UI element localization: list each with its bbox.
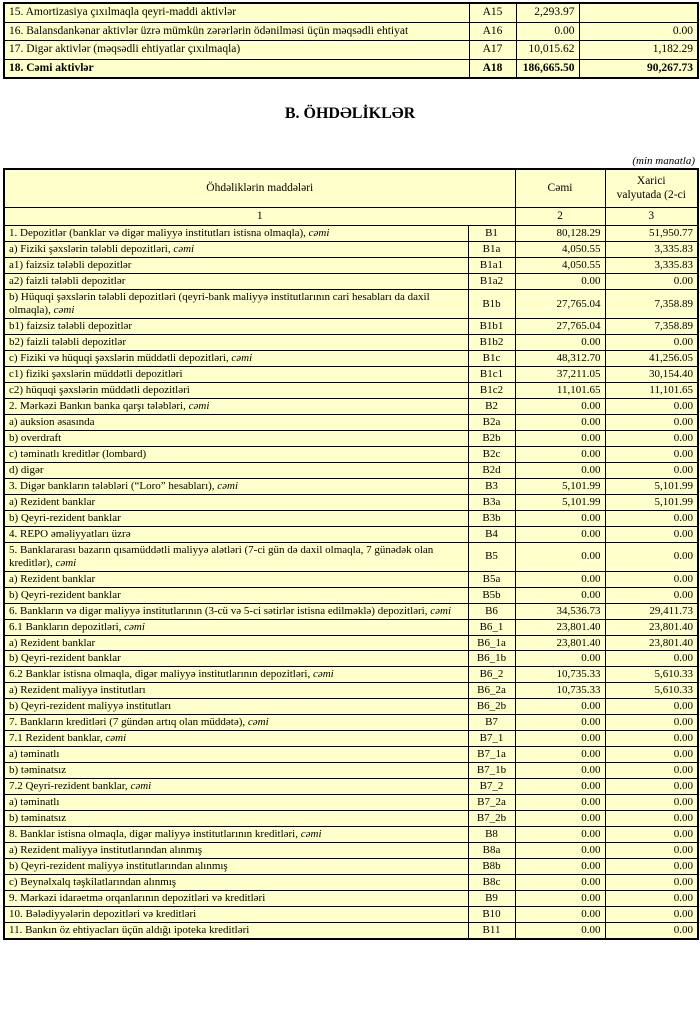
row-label: c1) fiziki şəxslərin müddətli depozitləri — [4, 367, 468, 383]
row-total-value: 10,735.33 — [515, 667, 605, 683]
row-total-value: 0.00 — [515, 922, 605, 938]
row-label-italic: cəmi — [124, 620, 145, 633]
row-foreign-currency-value: 11,101.65 — [605, 383, 698, 399]
row-label: 7.2 Qeyri-rezident banklar, cəmi — [4, 779, 468, 795]
row-label-italic: cəmi — [188, 399, 210, 412]
row-foreign-currency-value: 0.00 — [605, 827, 698, 843]
row-label: 11. Bankın öz ehtiyacları üçün aldığı ipoteka kreditləri — [4, 922, 468, 938]
row-code: B2c — [468, 446, 515, 462]
row-total-value: 0.00 — [515, 891, 605, 907]
row-label: 7.1 Rezident banklar, cəmi — [4, 731, 468, 747]
row-foreign-currency-value: 7,358.89 — [605, 319, 698, 335]
row-code: B6 — [468, 603, 515, 619]
column-number-row — [4, 207, 698, 226]
row-foreign-currency-value: 0.00 — [605, 542, 698, 571]
row-total-value: 0.00 — [515, 779, 605, 795]
table-row — [4, 587, 698, 603]
row-label: a) Rezident banklar — [4, 494, 468, 510]
row-total-value: 5,101.99 — [515, 478, 605, 494]
row-code: B1c2 — [468, 383, 515, 399]
row-code: B7_1 — [468, 731, 515, 747]
row-code: B3a — [468, 494, 515, 510]
row-label: 16. Balansdankənar aktivlər üzrə mümkün zərərlərin ödənilməsi üçün məqsədli ehtiyat — [4, 22, 469, 41]
row-foreign-currency-value: 0.00 — [605, 446, 698, 462]
table-row — [4, 462, 698, 478]
row-label: a2) faizli tələbli depozitlər — [4, 274, 468, 290]
row-foreign-currency-value: 0.00 — [605, 335, 698, 351]
row-label-italic: cəmi — [430, 604, 451, 617]
row-code: B1 — [468, 226, 515, 242]
table-row — [4, 699, 698, 715]
row-label-italic: cəmi — [173, 243, 195, 256]
row-code: B7_2a — [468, 795, 515, 811]
row-total-value: 0.00 — [515, 795, 605, 811]
row-code: B1b — [468, 290, 515, 319]
row-total-value: 11,101.65 — [515, 383, 605, 399]
row-label-italic: cəmi — [312, 668, 334, 681]
table-row — [4, 226, 698, 242]
table-header-row — [4, 169, 698, 207]
row-total-value: 2,293.97 — [516, 3, 579, 22]
row-code: A16 — [469, 22, 516, 41]
row-code: B9 — [468, 891, 515, 907]
row-code: B1b2 — [468, 335, 515, 351]
row-label: d) digər — [4, 462, 468, 478]
row-total-value: 0.00 — [515, 542, 605, 571]
column-number-1: 1 — [4, 207, 515, 226]
row-code: B2a — [468, 414, 515, 430]
row-foreign-currency-value: 30,154.40 — [605, 367, 698, 383]
row-foreign-currency-value: 0.00 — [605, 430, 698, 446]
table-row — [4, 258, 698, 274]
row-label-italic: cəmi — [300, 828, 322, 841]
liabilities-table — [3, 168, 699, 940]
row-foreign-currency-value: 5,610.33 — [605, 683, 698, 699]
row-code: B1a1 — [468, 258, 515, 274]
row-label-italic: cəmi — [308, 227, 330, 240]
table-row — [4, 635, 698, 651]
row-foreign-currency-value: 5,101.99 — [605, 478, 698, 494]
table-row — [4, 875, 698, 891]
row-label-italic: cəmi — [55, 556, 77, 569]
row-label: 18. Cəmi aktivlər — [4, 59, 469, 78]
row-label: 1. Depozitlər (banklar və digər maliyyə institutları istisna olmaqla), cəmi — [4, 226, 468, 242]
row-code: B6_1a — [468, 635, 515, 651]
table-row — [4, 351, 698, 367]
table-row — [4, 683, 698, 699]
row-code: B8a — [468, 843, 515, 859]
row-total-value: 80,128.29 — [515, 226, 605, 242]
row-total-value: 0.00 — [515, 811, 605, 827]
row-foreign-currency-value: 0.00 — [605, 859, 698, 875]
row-label-italic: cəmi — [217, 479, 239, 492]
row-code: B2d — [468, 462, 515, 478]
row-label: 10. Bələdiyyələrin depozitləri və kreditləri — [4, 906, 468, 922]
row-foreign-currency-value: 0.00 — [605, 571, 698, 587]
row-label-italic: cəmi — [231, 352, 253, 365]
row-foreign-currency-value: 5,610.33 — [605, 667, 698, 683]
row-code: B11 — [468, 922, 515, 938]
row-label: b) Qeyri-rezident banklar — [4, 510, 468, 526]
row-foreign-currency-value: 0.00 — [605, 715, 698, 731]
table-row — [4, 319, 698, 335]
row-foreign-currency-value: 0.00 — [605, 922, 698, 938]
row-code: B7 — [468, 715, 515, 731]
table-row — [4, 446, 698, 462]
row-foreign-currency-value: 23,801.40 — [605, 635, 698, 651]
row-label: a) auksion əsasında — [4, 414, 468, 430]
table-row — [4, 715, 698, 731]
row-code: A15 — [469, 3, 516, 22]
table-row — [4, 430, 698, 446]
header-foreign-line1: Xarici — [636, 174, 666, 187]
header-foreign-currency-label — [605, 169, 698, 207]
row-code: B1c1 — [468, 367, 515, 383]
row-total-value: 5,101.99 — [515, 494, 605, 510]
row-label-italic: cəmi — [105, 732, 127, 745]
row-code: B6_1b — [468, 651, 515, 667]
row-label: a1) faizsiz tələbli depozitlər — [4, 258, 468, 274]
row-foreign-currency-value: 0.00 — [605, 414, 698, 430]
row-code: B7_1a — [468, 747, 515, 763]
row-label: c) Fiziki və hüquqi şəxslərin müddətli depozitləri, cəmi — [4, 351, 468, 367]
row-foreign-currency-value: 0.00 — [605, 699, 698, 715]
row-total-value: 0.00 — [515, 571, 605, 587]
row-code: B5a — [468, 571, 515, 587]
row-code: B1c — [468, 351, 515, 367]
row-label: b) Hüquqi şəxslərin tələbli depozitləri (qeyri-bank maliyyə institutlarının cari hesabları da daxil olmaqla), cəmi — [4, 290, 468, 319]
row-code: B5 — [468, 542, 515, 571]
row-foreign-currency-value: 0.00 — [605, 398, 698, 414]
table-row — [4, 603, 698, 619]
row-foreign-currency-value: 0.00 — [605, 462, 698, 478]
row-foreign-currency-value: 0.00 — [605, 731, 698, 747]
row-code: B1b1 — [468, 319, 515, 335]
table-row — [4, 619, 698, 635]
row-foreign-currency-value: 0.00 — [605, 651, 698, 667]
table-row — [4, 827, 698, 843]
table-row — [4, 651, 698, 667]
row-code: B3b — [468, 510, 515, 526]
row-code: B7_2 — [468, 779, 515, 795]
row-code: B4 — [468, 526, 515, 542]
row-total-value: 186,665.50 — [516, 59, 579, 78]
row-total-value: 0.00 — [516, 22, 579, 41]
row-total-value: 0.00 — [515, 651, 605, 667]
table-row — [4, 367, 698, 383]
row-foreign-currency-value: 1,182.29 — [579, 41, 698, 60]
table-row — [4, 242, 698, 258]
row-code: B2 — [468, 398, 515, 414]
row-total-value: 0.00 — [515, 747, 605, 763]
table-row — [4, 335, 698, 351]
row-foreign-currency-value: 0.00 — [605, 795, 698, 811]
row-foreign-currency-value: 0.00 — [605, 906, 698, 922]
row-total-value: 0.00 — [515, 699, 605, 715]
row-label: c2) hüquqi şəxslərin müddətli depozitləri — [4, 383, 468, 399]
row-foreign-currency-value: 41,256.05 — [605, 351, 698, 367]
row-foreign-currency-value: 7,358.89 — [605, 290, 698, 319]
row-code: B5b — [468, 587, 515, 603]
row-label: b) overdraft — [4, 430, 468, 446]
row-code: B10 — [468, 906, 515, 922]
row-label: b) Qeyri-rezident maliyyə institutları — [4, 699, 468, 715]
table-row — [4, 414, 698, 430]
row-total-value: 0.00 — [515, 843, 605, 859]
row-label: b) Qeyri-rezident maliyyə institutlarından alınmış — [4, 859, 468, 875]
row-label: 6.2 Banklar istisna olmaqla, digər maliyyə institutlarının depozitləri, cəmi — [4, 667, 468, 683]
table-row — [4, 571, 698, 587]
table-row — [4, 763, 698, 779]
row-code: B6_2 — [468, 667, 515, 683]
row-label: a) Rezident banklar — [4, 571, 468, 587]
column-number-2: 2 — [515, 207, 605, 226]
assets-table-continued — [3, 2, 699, 79]
row-total-value: 27,765.04 — [515, 290, 605, 319]
table-row — [4, 891, 698, 907]
table-row — [4, 398, 698, 414]
row-label: 15. Amortizasiya çıxılmaqla qeyri-maddi aktivlər — [4, 3, 469, 22]
table-row — [4, 811, 698, 827]
row-label: 9. Mərkəzi idarəetmə orqanlarının depozitləri və kreditləri — [4, 891, 468, 907]
row-label: c) Beynəlxalq təşkilatlarından alınmış — [4, 875, 468, 891]
row-total-value: 48,312.70 — [515, 351, 605, 367]
row-foreign-currency-value: 0.00 — [605, 747, 698, 763]
row-label: a) təminatlı — [4, 747, 468, 763]
row-total-value: 0.00 — [515, 827, 605, 843]
table-row — [4, 478, 698, 494]
table-row — [4, 906, 698, 922]
unit-note: (min manatla) — [632, 155, 695, 168]
row-foreign-currency-value: 3,335.83 — [605, 258, 698, 274]
table-row — [4, 747, 698, 763]
row-total-value: 0.00 — [515, 731, 605, 747]
row-code: A17 — [469, 41, 516, 60]
row-foreign-currency-value: 0.00 — [605, 587, 698, 603]
row-code: B1a — [468, 242, 515, 258]
row-foreign-currency-value: 29,411.73 — [605, 603, 698, 619]
table-row — [4, 274, 698, 290]
table-row — [4, 795, 698, 811]
table-row — [4, 843, 698, 859]
row-foreign-currency-value: 0.00 — [605, 811, 698, 827]
row-total-value: 0.00 — [515, 715, 605, 731]
row-label: b) təminatsız — [4, 763, 468, 779]
row-total-value: 0.00 — [515, 510, 605, 526]
row-label: a) Rezident maliyyə institutları — [4, 683, 468, 699]
row-label-italic: cəmi — [53, 304, 75, 317]
row-label: b) Qeyri-rezident banklar — [4, 651, 468, 667]
row-label: 3. Digər bankların tələbləri (“Loro” hesabları), cəmi — [4, 478, 468, 494]
row-total-value: 0.00 — [515, 763, 605, 779]
row-foreign-currency-value: 5,101.99 — [605, 494, 698, 510]
row-foreign-currency-value: 0.00 — [605, 763, 698, 779]
row-total-value: 23,801.40 — [515, 619, 605, 635]
table-row — [4, 510, 698, 526]
row-label: 8. Banklar istisna olmaqla, digər maliyyə institutlarının kreditləri, cəmi — [4, 827, 468, 843]
header-items-label: Öhdəliklərin maddələri — [4, 169, 515, 207]
row-total-value: 27,765.04 — [515, 319, 605, 335]
row-code: A18 — [469, 59, 516, 78]
row-label: a) Rezident maliyyə institutlarından alınmış — [4, 843, 468, 859]
row-label: 6.1 Bankların depozitləri, cəmi — [4, 619, 468, 635]
row-code: B8b — [468, 859, 515, 875]
row-label: 5. Banklararası bazarın qısamüddətli maliyyə alətləri (7-ci gün də daxil olmaqla, 7 günədək olan kreditlər), cəmi — [4, 542, 468, 571]
row-total-value: 0.00 — [515, 906, 605, 922]
table-row — [4, 22, 698, 41]
row-foreign-currency-value: 0.00 — [605, 779, 698, 795]
row-label: a) təminatlı — [4, 795, 468, 811]
table-row — [4, 922, 698, 938]
row-label: c) təminatlı kreditlər (lombard) — [4, 446, 468, 462]
row-foreign-currency-value — [579, 3, 698, 22]
row-total-value: 0.00 — [515, 335, 605, 351]
row-total-value: 0.00 — [515, 398, 605, 414]
row-foreign-currency-value: 0.00 — [605, 526, 698, 542]
row-label: 6. Bankların və digər maliyyə institutlarının (3-cü və 5-ci sətirlər istisna edilməklə) depozitləri, cəmi — [4, 603, 468, 619]
row-total-value: 0.00 — [515, 859, 605, 875]
table-row — [4, 779, 698, 795]
table-row — [4, 41, 698, 60]
row-label: b) Qeyri-rezident banklar — [4, 587, 468, 603]
row-foreign-currency-value: 23,801.40 — [605, 619, 698, 635]
row-total-value: 0.00 — [515, 430, 605, 446]
row-foreign-currency-value: 0.00 — [605, 891, 698, 907]
header-total-label: Cəmi — [515, 169, 605, 207]
row-total-value: 10,735.33 — [515, 683, 605, 699]
row-foreign-currency-value: 0.00 — [605, 875, 698, 891]
row-label: b) təminatsız — [4, 811, 468, 827]
row-code: B7_2b — [468, 811, 515, 827]
row-total-value: 4,050.55 — [515, 242, 605, 258]
table-row — [4, 3, 698, 22]
row-foreign-currency-value: 0.00 — [579, 22, 698, 41]
row-code: B6_1 — [468, 619, 515, 635]
row-code: B8c — [468, 875, 515, 891]
row-label: 4. REPO əməliyyatları üzrə — [4, 526, 468, 542]
header-foreign-line2: valyutada (2-ci — [616, 188, 686, 201]
table-row — [4, 383, 698, 399]
table-row — [4, 526, 698, 542]
row-label: 2. Mərkəzi Bankın banka qarşı tələbləri, cəmi — [4, 398, 468, 414]
row-code: B7_1b — [468, 763, 515, 779]
row-code: B6_2b — [468, 699, 515, 715]
row-code: B3 — [468, 478, 515, 494]
row-total-value: 10,015.62 — [516, 41, 579, 60]
row-label: a) Fiziki şəxslərin tələbli depozitləri, cəmi — [4, 242, 468, 258]
row-total-value: 0.00 — [515, 274, 605, 290]
table-row — [4, 542, 698, 571]
table-row — [4, 494, 698, 510]
row-total-value: 23,801.40 — [515, 635, 605, 651]
row-total-value: 37,211.05 — [515, 367, 605, 383]
section-title: B. ÖHDƏLİKLƏR — [284, 105, 416, 123]
row-label-italic: cəmi — [130, 780, 152, 793]
row-label-italic: cəmi — [247, 716, 269, 729]
row-total-value: 0.00 — [515, 414, 605, 430]
row-code: B6_2a — [468, 683, 515, 699]
table-row — [4, 731, 698, 747]
row-total-value: 0.00 — [515, 587, 605, 603]
row-total-value: 34,536.73 — [515, 603, 605, 619]
table-row — [4, 59, 698, 78]
row-label: a) Rezident banklar — [4, 635, 468, 651]
row-label: b2) faizli tələbli depozitlər — [4, 335, 468, 351]
column-number-3: 3 — [605, 207, 698, 226]
table-row — [4, 859, 698, 875]
row-total-value: 0.00 — [515, 446, 605, 462]
table-row — [4, 667, 698, 683]
row-label: 17. Digər aktivlər (məqsədli ehtiyatlar çıxılmaqla) — [4, 41, 469, 60]
row-foreign-currency-value: 90,267.73 — [579, 59, 698, 78]
row-code: B2b — [468, 430, 515, 446]
row-total-value: 0.00 — [515, 462, 605, 478]
row-foreign-currency-value: 0.00 — [605, 843, 698, 859]
row-foreign-currency-value: 0.00 — [605, 274, 698, 290]
row-code: B8 — [468, 827, 515, 843]
row-total-value: 0.00 — [515, 875, 605, 891]
row-foreign-currency-value: 3,335.83 — [605, 242, 698, 258]
table-row — [4, 290, 698, 319]
row-total-value: 4,050.55 — [515, 258, 605, 274]
row-foreign-currency-value: 51,950.77 — [605, 226, 698, 242]
row-total-value: 0.00 — [515, 526, 605, 542]
row-label: b1) faizsiz tələbli depozitlər — [4, 319, 468, 335]
row-label: 7. Bankların kreditləri (7 gündən artıq olan müddətə), cəmi — [4, 715, 468, 731]
row-foreign-currency-value: 0.00 — [605, 510, 698, 526]
row-code: B1a2 — [468, 274, 515, 290]
